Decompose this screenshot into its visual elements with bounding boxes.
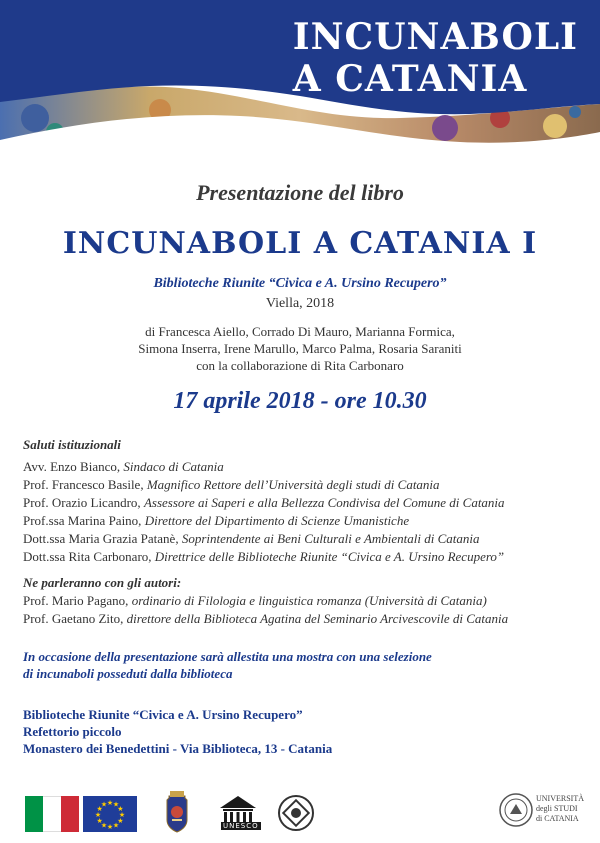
person-role: Magnifico Rettore dell’Università degli studi di Catania [146, 477, 440, 492]
person-name: Prof. Francesco Basile, [23, 477, 147, 492]
eu-flag-icon [83, 796, 137, 832]
person-name: Dott.ssa Maria Grazia Patanè, [23, 531, 182, 546]
person-role: Direttrice delle Biblioteche Riunite “Civica e A. Ursino Recupero” [154, 549, 505, 564]
greeting-row [23, 512, 593, 530]
notice-line: di incunaboli posseduti dalla biblioteca [23, 666, 233, 681]
venue-line: Monastero dei Benedettini - Via Biblioteca, 13 - Catania [23, 741, 333, 756]
authors-line: di Francesca Aiello, Corrado Di Mauro, Marianna Formica, [145, 324, 455, 339]
world-heritage-emblem-icon [277, 794, 315, 837]
person-role: Direttore del Dipartimento di Scienze Umanistiche [144, 513, 410, 528]
university-name [536, 794, 584, 824]
greeting-row [23, 548, 593, 566]
person-role: Assessore ai Saperi e alla Bellezza Condivisa del Comune di Catania [143, 495, 505, 510]
speaker-row [23, 592, 593, 610]
greetings-title: Saluti istituzionali [23, 437, 121, 452]
person-name: Prof.ssa Marina Paino, [23, 513, 145, 528]
svg-text:★: ★ [100, 821, 108, 830]
university-name-line: degli STUDI [536, 804, 578, 813]
header-title-line2: A CATANIA [292, 58, 528, 100]
svg-text:★: ★ [117, 805, 124, 813]
greeting-row [23, 494, 593, 512]
header-title [293, 16, 578, 100]
eu-stars-icon [83, 796, 137, 832]
speaker-row [23, 610, 593, 628]
university-catania-logo [498, 790, 594, 834]
header-banner [0, 0, 600, 165]
svg-text:★: ★ [94, 811, 102, 819]
venue-line: Biblioteche Riunite “Civica e A. Ursino Recupero” [23, 707, 303, 722]
authors-line: Simona Inserra, Irene Marullo, Marco Palma, Rosaria Saraniti [138, 341, 462, 356]
university-name-line: di CATANIA [536, 814, 579, 823]
speakers-section [23, 574, 593, 628]
person-name: Avv. Enzo Bianco, [23, 459, 124, 474]
presentation-label: Presentazione del libro [196, 180, 404, 205]
catania-coat-of-arms-icon [163, 790, 191, 839]
svg-text:★: ★ [96, 817, 103, 825]
greetings-section [23, 436, 593, 566]
venue-block [23, 706, 583, 757]
person-role: direttore della Biblioteca Agatina del Seminario Arcivescovile di Catania [126, 611, 509, 626]
authors [0, 323, 600, 374]
book-title: INCUNABOLI A CATANIA I [62, 226, 538, 261]
speakers-title: Ne parleranno con gli autori: [23, 575, 182, 590]
venue-line: Refettorio piccolo [23, 724, 122, 739]
svg-text:★: ★ [112, 800, 120, 809]
person-name: Prof. Gaetano Zito, [23, 611, 127, 626]
greeting-row [23, 458, 593, 476]
event-date: 17 aprile 2018 - ore 10.30 [173, 388, 427, 414]
logo-bar [0, 790, 600, 838]
svg-text:★: ★ [112, 821, 120, 830]
university-seal-icon [498, 792, 534, 828]
unesco-label: UNESCO [223, 822, 259, 830]
authors-line: con la collaborazione di Rita Carbonaro [196, 358, 404, 373]
svg-text:★: ★ [106, 823, 114, 831]
person-role: ordinario di Filologia e linguistica romanza (Università di Catania) [131, 593, 487, 608]
italy-flag-icon [25, 796, 79, 832]
header-title-line1: INCUNABOLI [292, 16, 578, 58]
svg-text:★: ★ [100, 800, 108, 809]
person-role: Sindaco di Catania [123, 459, 224, 474]
unesco-logo-icon [217, 792, 259, 839]
svg-text:★: ★ [106, 799, 114, 807]
person-name: Prof. Mario Pagano, [23, 593, 132, 608]
person-name: Prof. Orazio Licandro, [23, 495, 144, 510]
svg-text:★: ★ [96, 805, 103, 813]
exhibition-notice [23, 648, 583, 682]
publisher: Viella, 2018 [265, 296, 335, 311]
greeting-row [23, 476, 593, 494]
library-name: Biblioteche Riunite “Civica e A. Ursino Recupero” [153, 276, 447, 291]
university-name-line: UNIVERSITÀ [536, 794, 584, 803]
person-name: Dott.ssa Rita Carbonaro, [23, 549, 155, 564]
notice-line: In occasione della presentazione sarà allestita una mostra con una selezione [23, 649, 432, 664]
svg-text:★: ★ [117, 817, 124, 825]
greeting-row [23, 530, 593, 548]
svg-text:★: ★ [118, 811, 126, 819]
person-role: Soprintendente ai Beni Culturali e Ambientali di Catania [181, 531, 480, 546]
